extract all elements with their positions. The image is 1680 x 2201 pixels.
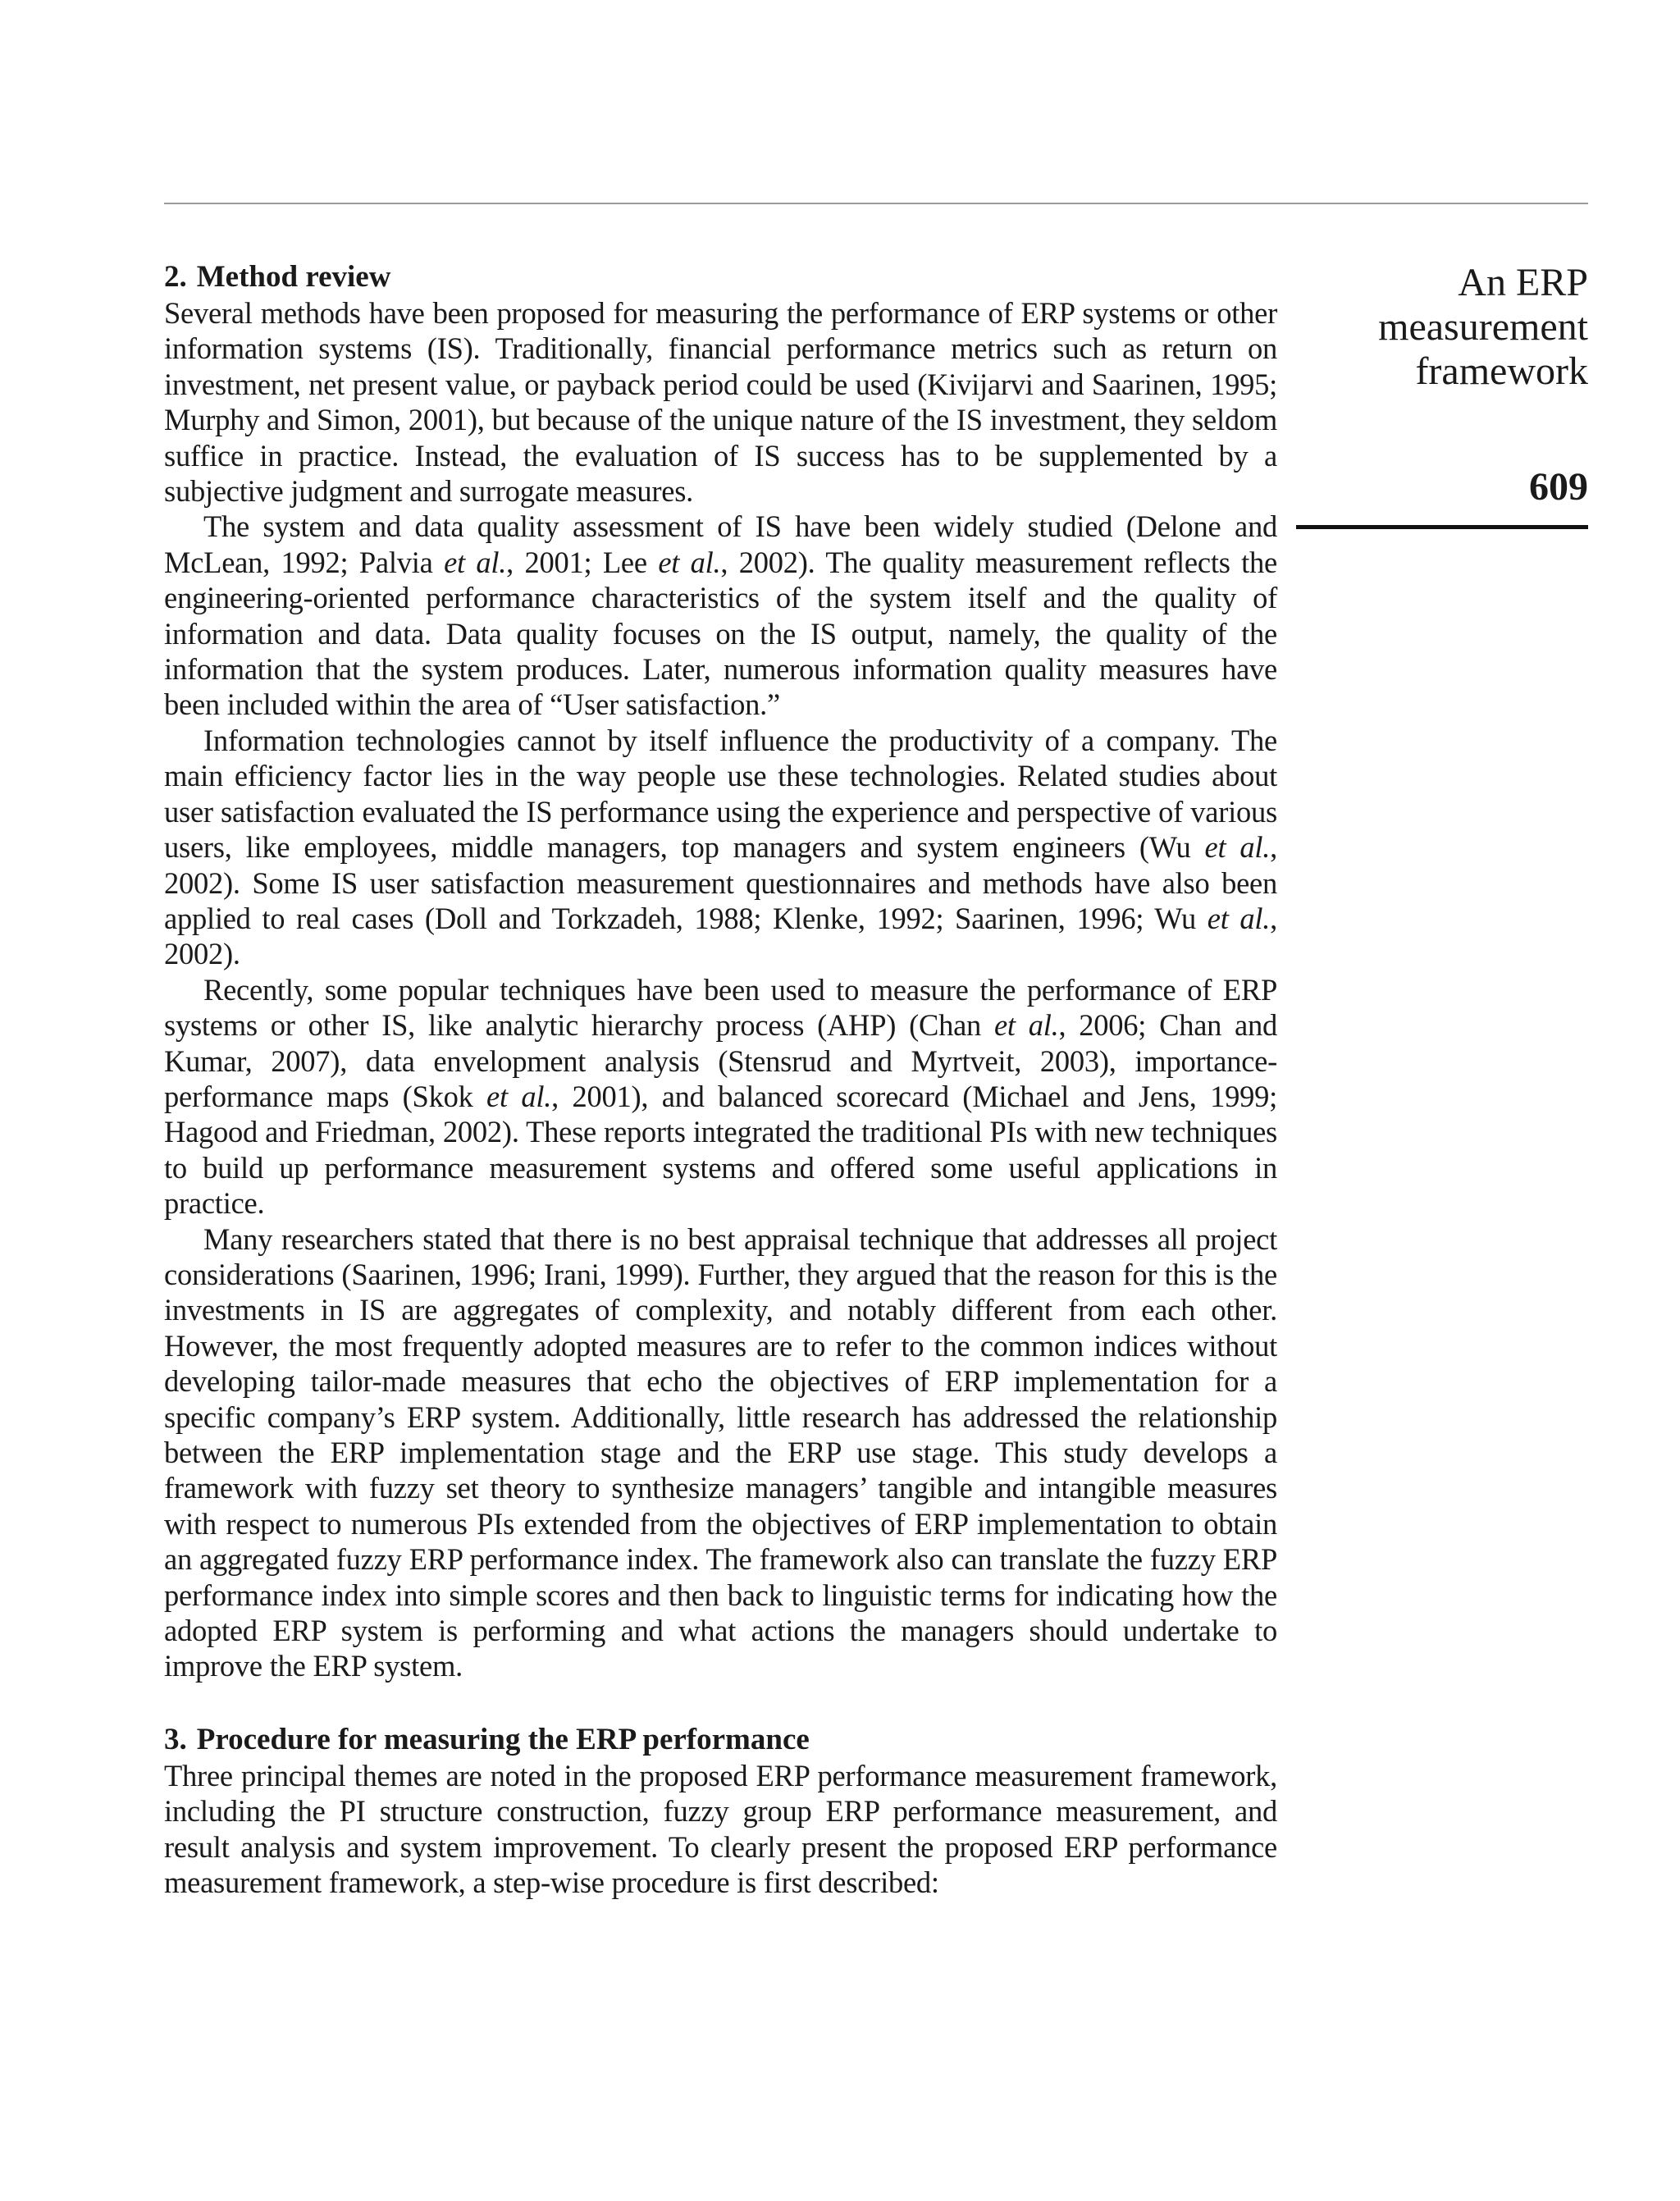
body-text <box>164 259 1277 1900</box>
section-title: Method review <box>196 260 391 294</box>
paragraph: Three principal themes are noted in the proposed ERP performance measurement framework, including the PI structure construction, fuzzy group ERP performance measurement, and result analysis and system improvement. To clearly present the proposed ERP performance measurement framework, a step-wise procedure is first described: <box>164 1758 1277 1900</box>
paragraph: Several methods have been proposed for measuring the performance of ERP systems or other information systems (IS). Traditionally, financial performance metrics such as return on investment, net present value, or payback period could be used (Kivijarvi and Saarinen, 1995; Murphy and Simon, 2001), but because of the unique nature of the IS investment, they seldom suffice in practice. Instead, the evaluation of IS success has to be supplemented by a subjective judgment and surrogate measures. <box>164 296 1277 509</box>
section-title: Procedure for measuring the ERP performance <box>196 1722 810 1756</box>
running-head-line-2: measurement <box>1378 305 1588 349</box>
section-heading-procedure <box>164 1722 1277 1758</box>
page-number: 609 <box>1529 465 1588 509</box>
running-head-line-1: An ERP <box>1458 261 1588 304</box>
section-number: 2. <box>164 260 187 294</box>
paragraph: Recently, some popular techniques have been used to measure the performance of ERP systems or other IS, like analytic hierarchy process (AHP) (Chan et al., 2006; Chan and Kumar, 2007), data envelopment analysis (Stensrud and Myrtveit, 2003), importance-performance maps (Skok et al., 2001), and balanced scorecard (Michael and Jens, 1999; Hagood and Friedman, 2002). These reports integrated the traditional PIs with new techniques to build up performance measurement systems and offered some useful applications in practice. <box>164 972 1278 1221</box>
running-head <box>1244 261 1588 394</box>
margin-rule <box>1296 525 1588 529</box>
paragraph: Many researchers stated that there is no best appraisal technique that addresses all project considerations (Saarinen, 1996; Irani, 1999). Further, they argued that the reason for this is the investments in IS are aggregates of complexity, and notably different from each other. However, the most frequently adopted measures are to refer to the common indices without developing tailor-made measures that echo the objectives of ERP implementation for a specific company’s ERP system. Additionally, little research has addressed the relationship between the ERP implementation stage and the ERP use stage. This study develops a framework with fuzzy set theory to synthesize managers’ tangible and intangible measures with respect to numerous PIs extended from the objectives of ERP implementation to obtain an aggregated fuzzy ERP performance index. The framework also can translate the fuzzy ERP performance index into simple scores and then back to linguistic terms for indicating how the adopted ERP system is performing and what actions the managers should undertake to improve the ERP system. <box>164 1222 1277 1683</box>
section-number: 3. <box>164 1722 187 1756</box>
paragraph: Information technologies cannot by itself influence the productivity of a company. The main efficiency factor lies in the way people use these technologies. Related studies about user satisfaction evaluated the IS performance using the experience and perspective of various users, like employees, middle managers, top managers and system engineers (Wu et al., 2002). Some IS user satisfaction measurement questionnaires and methods have also been applied to real cases (Doll and Torkzadeh, 1988; Klenke, 1992; Saarinen, 1996; Wu et al., 2002). <box>164 723 1277 971</box>
header-rule <box>164 203 1588 204</box>
section-heading-method-review <box>164 259 1277 295</box>
paragraph: The system and data quality assessment of IS have been widely studied (Delone and McLean, 1992; Palvia et al., 2001; Lee et al., 2002). The quality measurement reflects the engineering-oriented performance characteristics of the system itself and the quality of information and data. Data quality focuses on the IS output, namely, the quality of the information that the system produces. Later, numerous information quality measures have been included within the area of “User satisfaction.” <box>164 509 1278 722</box>
running-head-line-3: framework <box>1415 349 1588 393</box>
